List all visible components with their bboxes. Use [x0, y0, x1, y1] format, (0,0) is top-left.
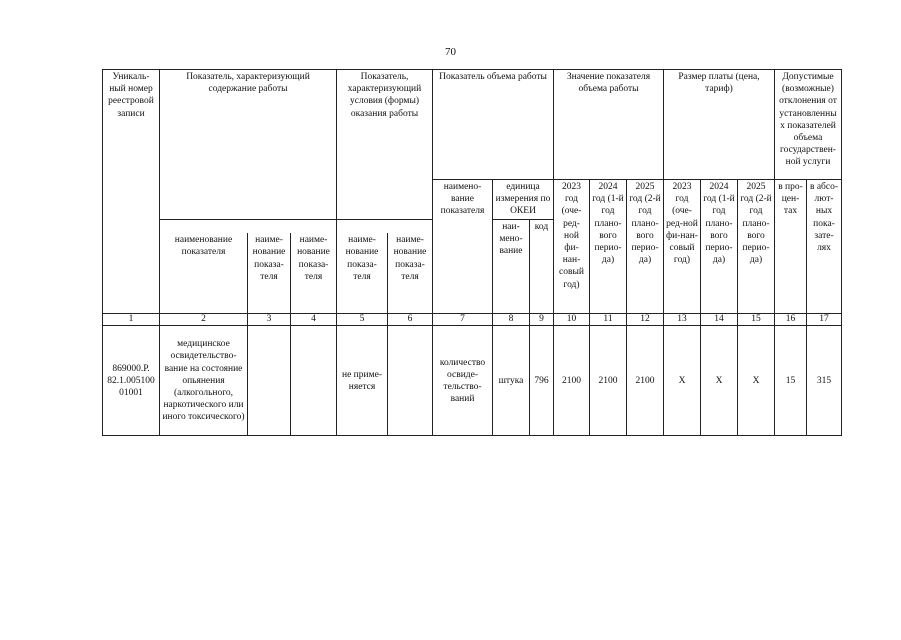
column-number: 10 [554, 314, 590, 326]
header-volume-indicator-name: наимено-вание показателя [433, 180, 493, 314]
column-number: 1 [103, 314, 160, 326]
header-conditions-spacer [337, 219, 433, 233]
header-condition-name-2: наиме-нование показа-теля [388, 233, 433, 284]
header-content-indicator: Показатель, характеризующий содержание работы [160, 70, 337, 220]
header-fee-year-2024: 2024 год (1-й год плано-вого перио-да) [701, 180, 738, 314]
column-number: 13 [664, 314, 701, 326]
header-volume-value: Значение показателя объема работы [554, 70, 664, 180]
table-row [103, 326, 842, 436]
column-number: 16 [775, 314, 807, 326]
state-task-table [102, 69, 842, 436]
header-deviation-percent: в про-цен-тах [775, 180, 807, 314]
cell-fee-2024: Х [701, 326, 738, 436]
header-deviation: Допустимые (возможные) отклонения от установленны х показателей объема государствен-ной услуги [775, 70, 842, 180]
column-number: 2 [160, 314, 248, 326]
cell-deviation-absolute: 315 [807, 326, 842, 436]
header-unit-name: наи-мено-вание [493, 219, 530, 314]
cell-fee-2023: Х [664, 326, 701, 436]
page-number: 70 [445, 46, 456, 58]
header-content-name-3: наиме-нование показа-теля [291, 233, 337, 284]
cell-condition-6 [388, 326, 433, 436]
header-content-name-1: наименование показателя [160, 233, 248, 284]
column-numbers-row [103, 314, 842, 326]
header-content-spacer [160, 219, 337, 233]
column-number: 6 [388, 314, 433, 326]
column-number: 9 [530, 314, 554, 326]
cell-volume-name: количество освиде-тельство-ваний [433, 326, 493, 436]
header-year-2024: 2024 год (1-й год плано-вого перио-да) [590, 180, 627, 314]
cell-condition-5: не приме-няется [337, 326, 388, 436]
header-conditions-indicator: Показатель, характеризующий условия (формы) оказания работы [337, 70, 433, 220]
header-fee-year-2023: 2023 год (оче-ред-ной фи-нан-совый год) [664, 180, 701, 314]
cell-value-2024: 2100 [590, 326, 627, 436]
header-spacer-6 [388, 284, 433, 314]
header-fee: Размер платы (цена, тариф) [664, 70, 775, 180]
header-spacer-4 [291, 284, 337, 314]
header-spacer-2 [160, 284, 248, 314]
column-number: 4 [291, 314, 337, 326]
column-number: 5 [337, 314, 388, 326]
header-year-2025: 2025 год (2-й год плано-вого перио-да) [627, 180, 664, 314]
cell-fee-2025: Х [738, 326, 775, 436]
cell-unit-name: штука [493, 326, 530, 436]
header-fee-year-2025: 2025 год (2-й год плано-вого перио-да) [738, 180, 775, 314]
header-condition-name-1: наиме-нование показа-теля [337, 233, 388, 284]
header-volume-indicator: Показатель объема работы [433, 70, 554, 180]
column-number: 12 [627, 314, 664, 326]
column-number: 11 [590, 314, 627, 326]
cell-content-4 [291, 326, 337, 436]
column-number: 3 [248, 314, 291, 326]
cell-registry-number: 869000.Р. 82.1.005100 01001 [103, 326, 160, 436]
cell-value-2025: 2100 [627, 326, 664, 436]
header-spacer-5 [337, 284, 388, 314]
cell-value-2023: 2100 [554, 326, 590, 436]
header-unit-code: код [530, 219, 554, 314]
header-deviation-absolute: в абсо-лют-ных пока-зате-лях [807, 180, 842, 314]
cell-content-name: медицинское освидетельство-вание на состояние опьянения (алкогольного, наркотического или иного токсического) [160, 326, 248, 436]
header-year-2023: 2023 год (оче-ред-ной фи-нан-совый год) [554, 180, 590, 314]
column-number: 8 [493, 314, 530, 326]
column-number: 17 [807, 314, 842, 326]
column-number: 14 [701, 314, 738, 326]
column-number: 7 [433, 314, 493, 326]
header-registry-number: Уникаль-ный номер реестровой записи [103, 70, 160, 314]
cell-content-3 [248, 326, 291, 436]
cell-deviation-percent: 15 [775, 326, 807, 436]
header-unit: единица измерения по ОКЕИ [493, 180, 554, 220]
header-spacer-3 [248, 284, 291, 314]
column-number: 15 [738, 314, 775, 326]
header-content-name-2: наиме-нование показа-теля [248, 233, 291, 284]
cell-unit-code: 796 [530, 326, 554, 436]
